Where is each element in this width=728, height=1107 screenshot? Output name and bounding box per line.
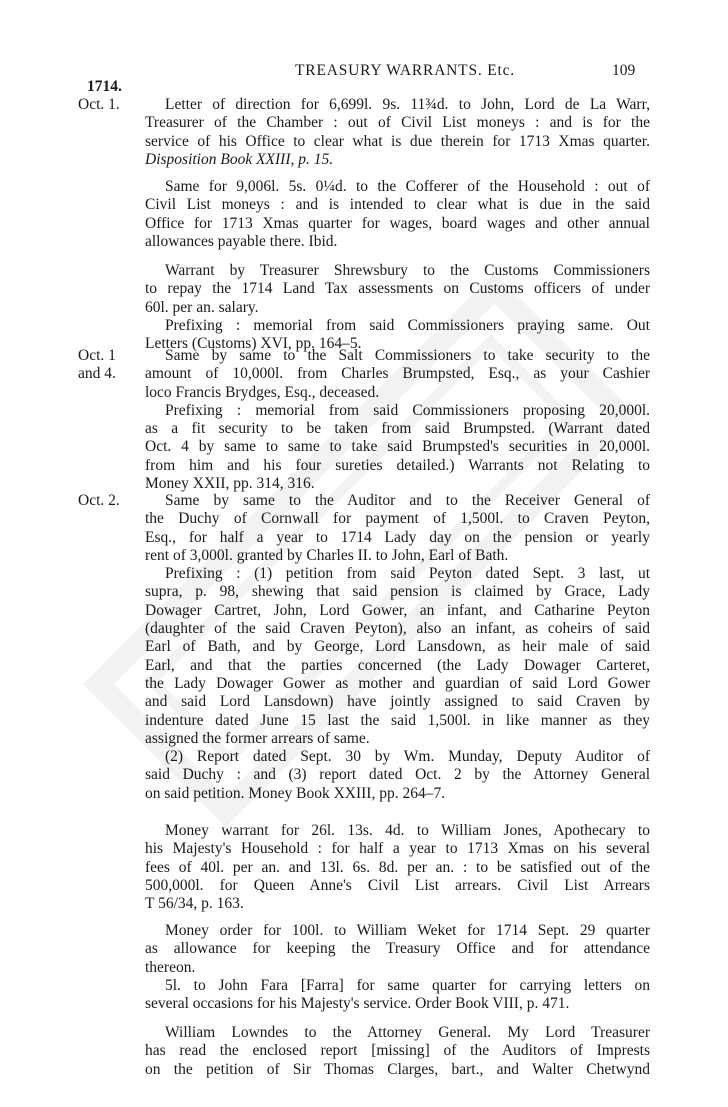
text-line: Letter of direction for 6,699l. 9s. 11¾d. to John, Lord de La Warr, [165,96,650,113]
page-number: 109 [612,62,636,79]
margin-date: and 4. [78,365,116,382]
text-line: several occasions for his Majesty's service. Order Book VIII, p. 471. [145,995,570,1013]
text-line: the Lady Dowager Gower as mother and guardian of said Lord Gower [145,674,650,692]
text-line: Oct. 4 by same to same to take said Brumpsted's securities in 20,000l. [145,438,650,456]
text-line: (daughter of the said Craven Peyton), also an infant, as coheirs of said [145,620,650,638]
text-line: on the petition of Sir Thomas Clarges, bart., and Walter Chetwynd [145,1060,650,1078]
text-line: Earl, and that the parties concerned (the Lady Dowager Carteret, [145,656,650,674]
entry [145,922,650,1013]
page-header [0,62,728,95]
text-line: loco Francis Brydges, Esq., deceased. [145,383,380,401]
text-line: indenture dated June 15 last the said 1,500l. in like manner as they [145,711,650,729]
text-line: thereon. [145,958,196,976]
text-line: Same by same to the Salt Commissioners to take security to the [165,347,650,364]
text-line: the Duchy of Cornwall for payment of 1,500l. to Craven Peyton, [145,510,650,528]
text-line: service of his Office to clear what is due therein for 1713 Xmas quarter. [145,132,650,150]
margin-date: Oct. 1 [78,347,116,364]
margin-date: Oct. 1. [78,96,120,113]
entry [145,1024,650,1079]
text-line: 500,000l. for Queen Anne's Civil List arrears. Civil List Arrears [145,876,650,894]
text-line: William Lowndes to the Attorney General. My Lord Treasurer [165,1024,650,1041]
text-line: and said Lord Lansdown) have jointly assigned to said Craven by [145,693,650,711]
entry [145,262,650,353]
text-line: Earl of Bath, and by George, Lord Lansdown, as heir male of said [145,638,650,656]
text-line: as allowance for keeping the Treasury Office and for attendance [145,940,650,958]
text-line: Office for 1713 Xmas quarter for wages, board wages and other annual [145,214,650,232]
margin-year: 1714. [87,78,122,95]
entry [145,96,650,169]
text-line: 60l. per an. salary. [145,298,259,316]
entry [145,178,650,251]
text-line: allowances payable there. Ibid. [145,232,338,250]
text-line: Same for 9,006l. 5s. 0¼d. to the Cofferer of the Household : out of [165,178,650,195]
text-line: assigned the former arrears of same. [145,729,370,747]
text-line: Dowager Cartret, John, Lord Gower, an infant, and Catharine Peyton [145,601,650,619]
entry [145,347,650,493]
text-line: Prefixing : memorial from said Commissioners praying same. Out [165,316,650,334]
text-line: Money warrant for 26l. 13s. 4d. to William Jones, Apothecary to [165,822,650,839]
text-line: 5l. to John Fara [Farra] for same quarter for carrying letters on [165,976,650,994]
text-line: on said petition. Money Book XXIII, pp. 264–7. [145,784,446,802]
entry [145,822,650,913]
margin-date: Oct. 2. [78,492,120,509]
text-line: Disposition Book XXIII, p. 15. [145,150,334,168]
text-line: Prefixing : (1) petition from said Peyton dated Sept. 3 last, ut [165,565,650,583]
text-line: Letters (Customs) XVI, pp. 164–5. [145,335,362,353]
text-line: Money XXII, pp. 314, 316. [145,475,315,493]
text-line: said Duchy : and (3) report dated Oct. 2 by the Attorney General [145,766,650,784]
text-line: rent of 3,000l. granted by Charles II. to John, Earl of Bath. [145,546,509,564]
text-line: (2) Report dated Sept. 30 by Wm. Munday, Deputy Auditor of [165,748,650,766]
text-line: Warrant by Treasurer Shrewsbury to the Customs Commissioners [165,262,650,279]
text-line: amount of 10,000l. from Charles Brumpsted, Esq., as your Cashier [145,365,650,383]
text-line: Esq., for half a year to 1714 Lady day on the pension or yearly [145,528,650,546]
text-line: from him and his four sureties detailed.) Warrants not Relating to [145,456,650,474]
text-line: Money order for 100l. to William Weket for 1714 Sept. 29 quarter [165,922,650,939]
text-line: Civil List moneys : and is intended to clear what is due in the said [145,196,650,214]
text-line: Treasurer of the Chamber : out of Civil List moneys : and is for the [145,114,650,132]
text-line: Same by same to the Auditor and to the Receiver General of [165,492,650,509]
text-line: supra, p. 98, shewing that said pension is claimed by Grace, Lady [145,583,650,601]
text-line: to repay the 1714 Land Tax assessments on Customs officers of under [145,280,650,298]
entry [145,492,650,803]
text-line: T 56/34, p. 163. [145,895,244,913]
text-line: Prefixing : memorial from said Commissioners proposing 20,000l. [165,401,650,419]
text-line: has read the enclosed report [missing] of the Auditors of Imprests [145,1042,650,1060]
text-line: as a fit security to be taken from said Brumpsted. (Warrant dated [145,420,650,438]
text-line: his Majesty's Household : for half a year to 1713 Xmas on his several [145,840,650,858]
running-head: TREASURY WARRANTS. Etc. [295,62,515,79]
text-line: fees of 40l. per an. and 13l. 6s. 8d. per an. : to be satisfied out of the [145,858,650,876]
